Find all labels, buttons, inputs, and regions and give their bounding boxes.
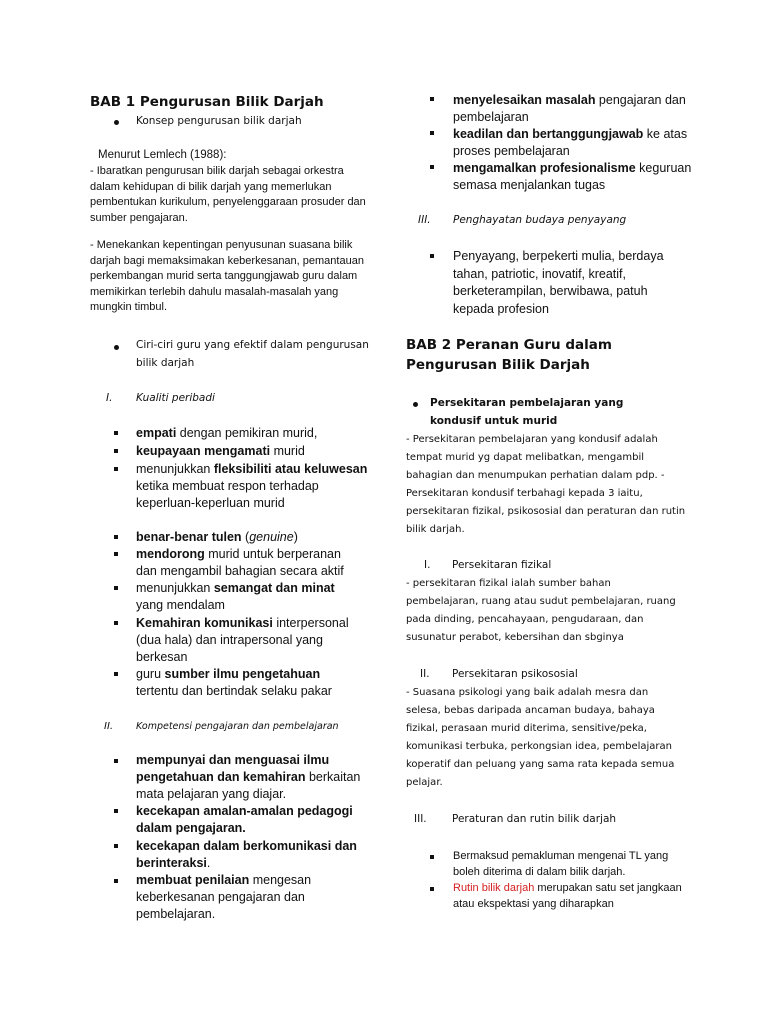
bullet-icon	[430, 887, 434, 891]
bullet-icon	[114, 345, 119, 350]
konsep-item: Konsep pengurusan bilik darjah	[136, 115, 302, 127]
bullet-icon	[114, 809, 118, 813]
section-number: I.	[106, 392, 113, 404]
list-item: menyelesaikan masalah pengajaran dan pembelajaran	[453, 93, 686, 124]
section-title: Persekitaran psikososial	[452, 668, 578, 680]
list-item: Kemahiran komunikasi interpersonal (dua hala) dan intrapersonal yang berkesan	[136, 616, 349, 664]
bullet-icon	[430, 855, 434, 859]
section-title: Persekitaran fizikal	[452, 559, 552, 571]
bullet-icon	[430, 254, 434, 258]
bullet-icon	[114, 672, 118, 676]
persekitaran-paragraph: - Persekitaran pembelajaran yang kondusif adalah tempat murid yg dapat melibatkan, mengambil bahagian dan menumpukan perhatian dalam pdp. -Persekitaran kondusif terbahagi kepada 3 iaitu, persekitaran fizikal, psikososial dan peraturan dan rutin bilik darjah.	[406, 434, 686, 535]
bullet-icon	[114, 449, 118, 453]
list-item: kecekapan dalam berkomunikasi dan berinteraksi.	[136, 839, 357, 870]
list-item: benar-benar tulen (genuine)	[136, 530, 298, 544]
section-title: Kompetensi pengajaran dan pembelajaran	[136, 721, 339, 732]
section-number: II.	[420, 668, 430, 680]
section-number: III.	[418, 214, 431, 226]
bullet-icon	[114, 879, 118, 883]
bullet-icon	[114, 586, 118, 590]
list-item: mengamalkan profesionalisme keguruan semasa menjalankan tugas	[453, 161, 692, 192]
list-item: mempunyai dan menguasai ilmu pengetahuan dan kemahiran berkaitan mata pelajaran yang diajar.	[136, 753, 361, 801]
list-item: Bermaksud pemakluman mengenai TL yang boleh diterima di dalam bilik darjah.	[453, 850, 669, 878]
bab2-title: BAB 2 Peranan Guru dalam Pengurusan Bilik Darjah	[406, 337, 612, 373]
bullet-icon	[430, 165, 434, 169]
bullet-icon	[430, 97, 434, 101]
list-item: kecekapan amalan-amalan pedagogi dalam pengajaran.	[136, 804, 353, 835]
bullet-icon	[114, 431, 118, 435]
bullet-icon	[114, 759, 118, 763]
bullet-icon	[114, 621, 118, 625]
bab1-title: BAB 1 Pengurusan Bilik Darjah	[90, 94, 324, 110]
bullet-icon	[413, 402, 418, 407]
paragraph-1: - Ibaratkan pengurusan bilik darjah sebagai orkestra dalam kehidupan di bilik darjah yang memerlukan pembentukan kurikulum, penyelenggaraan prosuder dan sumber pengajaran.	[90, 165, 366, 224]
bullet-icon	[430, 131, 434, 135]
list-item: menunjukkan fleksibiliti atau keluwesan ketika membuat respon terhadap keperluan-keperluan murid	[136, 462, 368, 510]
paragraph-2: - Menekankan kepentingan penyusunan suasana bilik darjah bagi memaksimakan keberkesanan, pemantauan perkembangan murid serta tanggungjawab guru dalam memikirkan terlebih dahulu masalah-masalah yang mungkin timbul.	[90, 239, 364, 313]
list-item: menunjukkan semangat dan minat yang mendalam	[136, 581, 335, 612]
persekitaran-item: Persekitaran pembelajaran yang kondusif untuk murid	[430, 397, 624, 427]
section-title: Penghayatan budaya penyayang	[453, 214, 627, 226]
section-title: Kualiti peribadi	[136, 392, 215, 404]
bullet-icon	[114, 844, 118, 848]
section-number: III.	[414, 813, 427, 825]
list-item: keadilan dan bertanggungjawab ke atas proses pembelajaran	[453, 127, 688, 158]
bullet-icon	[114, 120, 119, 125]
bullet-icon	[114, 467, 118, 471]
list-item: keupayaan mengamati murid	[136, 444, 305, 458]
list-item: Rutin bilik darjah merupakan satu set jangkaan atau ekspektasi yang diharapkan	[453, 882, 682, 910]
list-item: guru sumber ilmu pengetahuan tertentu dan bertindak selaku pakar	[136, 667, 332, 698]
section-number: II.	[104, 721, 114, 732]
list-item: membuat penilaian mengesan keberkesanan pengajaran dan pembelajaran.	[136, 873, 312, 921]
list-item: mendorong murid untuk berperanan dan mengambil bahagian secara aktif	[136, 547, 344, 578]
bullet-icon	[114, 552, 118, 556]
section-number: I.	[424, 559, 431, 571]
lemlech-line: Menurut Lemlech (1988):	[98, 149, 227, 161]
section-title: Peraturan dan rutin bilik darjah	[452, 813, 617, 825]
psikososial-paragraph: - Suasana psikologi yang baik adalah mesra dan selesa, bebas daripada ancaman budaya, bahaya fizikal, perasaan murid diterima, sensitive/peka, komunikasi terbuka, perkongsian idea, pembelajaran koperatif dan peluang yang sama rata kepada semua pelajar.	[406, 687, 675, 788]
fizikal-paragraph: - persekitaran fizikal ialah sumber bahan pembelajaran, ruang atau sudut pembelajaran, ruang pada dinding, pencahayaan, pengudaraan, dan susunatur perabot, kebersihan dan sbginya	[406, 578, 676, 643]
ciri-item: Ciri-ciri guru yang efektif dalam pengurusan bilik darjah	[136, 339, 369, 369]
list-item: Penyayang, berpekerti mulia, berdaya tahan, patriotic, inovatif, kreatif, berketerampilan, berwibawa, patuh kepada profesion	[453, 249, 664, 316]
bullet-icon	[114, 535, 118, 539]
list-item: empati dengan pemikiran murid,	[136, 426, 318, 440]
